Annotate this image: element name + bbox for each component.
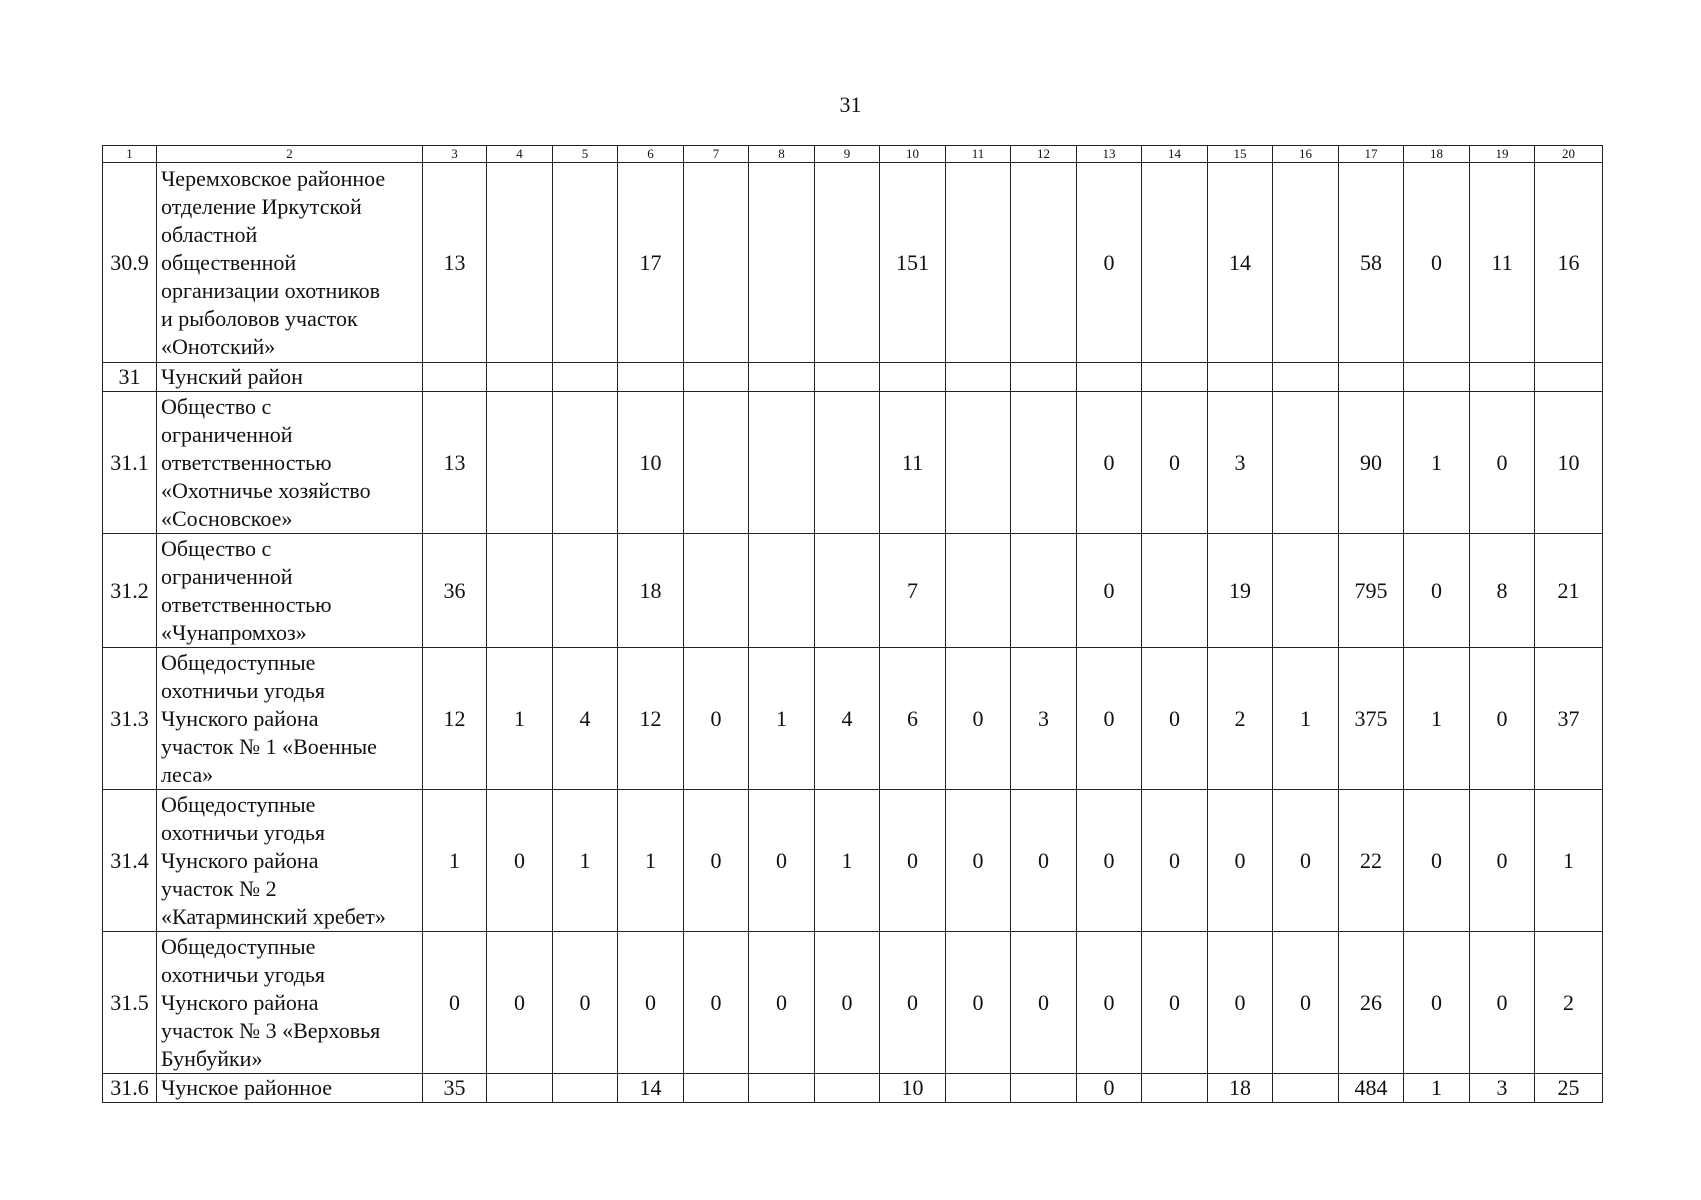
- value-cell: 12: [618, 648, 684, 790]
- value-cell: 0: [749, 790, 815, 932]
- column-header: 9: [815, 146, 880, 163]
- value-cell: [1404, 363, 1470, 392]
- value-cell: [1011, 534, 1077, 648]
- value-cell: 3: [1470, 1074, 1535, 1103]
- value-cell: 0: [1011, 932, 1077, 1074]
- value-cell: 25: [1535, 1074, 1603, 1103]
- value-cell: [423, 363, 487, 392]
- value-cell: 0: [880, 790, 946, 932]
- value-cell: [487, 392, 553, 534]
- row-number: 31.1: [103, 392, 157, 534]
- value-cell: 1: [1535, 790, 1603, 932]
- value-cell: 10: [880, 1074, 946, 1103]
- column-header: 12: [1011, 146, 1077, 163]
- value-cell: 1: [423, 790, 487, 932]
- value-cell: 0: [1273, 932, 1339, 1074]
- value-cell: [880, 363, 946, 392]
- value-cell: 0: [946, 790, 1011, 932]
- table-row: [103, 1074, 1603, 1103]
- column-header: 13: [1077, 146, 1142, 163]
- value-cell: 22: [1339, 790, 1404, 932]
- value-cell: [487, 534, 553, 648]
- value-cell: 0: [1273, 790, 1339, 932]
- value-cell: 0: [684, 790, 749, 932]
- value-cell: [815, 392, 880, 534]
- value-cell: 0: [1077, 534, 1142, 648]
- value-cell: [684, 1074, 749, 1103]
- value-cell: 151: [880, 163, 946, 363]
- value-cell: 0: [1077, 392, 1142, 534]
- value-cell: 0: [1404, 534, 1470, 648]
- value-cell: 484: [1339, 1074, 1404, 1103]
- column-header: 11: [946, 146, 1011, 163]
- value-cell: 3: [1011, 648, 1077, 790]
- row-number: 31: [103, 363, 157, 392]
- value-cell: 0: [1077, 1074, 1142, 1103]
- value-cell: 0: [553, 932, 618, 1074]
- value-cell: [1273, 363, 1339, 392]
- value-cell: [749, 392, 815, 534]
- value-cell: 0: [1011, 790, 1077, 932]
- value-cell: 8: [1470, 534, 1535, 648]
- value-cell: [618, 363, 684, 392]
- column-header: 4: [487, 146, 553, 163]
- row-number: 31.4: [103, 790, 157, 932]
- value-cell: 13: [423, 392, 487, 534]
- column-header: 15: [1208, 146, 1273, 163]
- column-header: 8: [749, 146, 815, 163]
- value-cell: [487, 1074, 553, 1103]
- column-header: 18: [1404, 146, 1470, 163]
- value-cell: 14: [1208, 163, 1273, 363]
- value-cell: 0: [1142, 392, 1208, 534]
- row-number: 31.6: [103, 1074, 157, 1103]
- table-row: [103, 363, 1603, 392]
- value-cell: 0: [749, 932, 815, 1074]
- table-row: [103, 534, 1603, 648]
- value-cell: [815, 1074, 880, 1103]
- value-cell: 1: [1404, 1074, 1470, 1103]
- value-cell: 10: [1535, 392, 1603, 534]
- value-cell: [553, 1074, 618, 1103]
- value-cell: 16: [1535, 163, 1603, 363]
- column-header: 7: [684, 146, 749, 163]
- column-header: 17: [1339, 146, 1404, 163]
- column-header: 6: [618, 146, 684, 163]
- value-cell: [946, 363, 1011, 392]
- value-cell: 0: [1142, 932, 1208, 1074]
- value-cell: 2: [1208, 648, 1273, 790]
- value-cell: [1011, 163, 1077, 363]
- row-name: Чунское районное: [157, 1074, 423, 1103]
- value-cell: 0: [1077, 648, 1142, 790]
- value-cell: [684, 163, 749, 363]
- value-cell: [1011, 392, 1077, 534]
- column-header: 19: [1470, 146, 1535, 163]
- value-cell: 0: [946, 932, 1011, 1074]
- value-cell: [749, 363, 815, 392]
- value-cell: 0: [487, 790, 553, 932]
- value-cell: [1273, 534, 1339, 648]
- column-header-row: [103, 146, 1603, 163]
- value-cell: 0: [684, 932, 749, 1074]
- row-name: Чунский район: [157, 363, 423, 392]
- value-cell: 0: [1077, 790, 1142, 932]
- data-table: [102, 145, 1603, 1103]
- value-cell: [553, 392, 618, 534]
- value-cell: 1: [749, 648, 815, 790]
- value-cell: [749, 1074, 815, 1103]
- row-number: 31.2: [103, 534, 157, 648]
- value-cell: 3: [1208, 392, 1273, 534]
- row-number: 30.9: [103, 163, 157, 363]
- value-cell: [553, 363, 618, 392]
- row-name: Черемховское районное отделение Иркутской областной общественной организации охотников и рыболовов участок «Онотский»: [157, 163, 423, 363]
- value-cell: [815, 363, 880, 392]
- row-name: Общество с ограниченной ответственностью «Охотничье хозяйство «Сосновское»: [157, 392, 423, 534]
- value-cell: [1011, 363, 1077, 392]
- value-cell: [1142, 163, 1208, 363]
- value-cell: [553, 534, 618, 648]
- value-cell: [815, 163, 880, 363]
- value-cell: 90: [1339, 392, 1404, 534]
- column-header: 1: [103, 146, 157, 163]
- value-cell: [1077, 363, 1142, 392]
- value-cell: 1: [487, 648, 553, 790]
- value-cell: [749, 534, 815, 648]
- value-cell: 6: [880, 648, 946, 790]
- value-cell: [684, 534, 749, 648]
- value-cell: 0: [1470, 790, 1535, 932]
- value-cell: 1: [1273, 648, 1339, 790]
- value-cell: 0: [1470, 932, 1535, 1074]
- value-cell: 11: [1470, 163, 1535, 363]
- value-cell: 37: [1535, 648, 1603, 790]
- column-header: 2: [157, 146, 423, 163]
- value-cell: 0: [1142, 790, 1208, 932]
- value-cell: 26: [1339, 932, 1404, 1074]
- value-cell: [487, 163, 553, 363]
- value-cell: 2: [1535, 932, 1603, 1074]
- row-name: Общедоступные охотничьи угодья Чунского района участок № 3 «Верховья Бунбуйки»: [157, 932, 423, 1074]
- value-cell: 19: [1208, 534, 1273, 648]
- column-header: 14: [1142, 146, 1208, 163]
- value-cell: [1535, 363, 1603, 392]
- value-cell: 0: [1208, 790, 1273, 932]
- value-cell: 0: [1404, 932, 1470, 1074]
- value-cell: [684, 392, 749, 534]
- value-cell: 1: [1404, 648, 1470, 790]
- value-cell: 0: [1404, 790, 1470, 932]
- value-cell: [946, 534, 1011, 648]
- value-cell: [749, 163, 815, 363]
- page-number: 31: [839, 92, 862, 117]
- value-cell: 0: [487, 932, 553, 1074]
- value-cell: [684, 363, 749, 392]
- value-cell: 11: [880, 392, 946, 534]
- value-cell: 0: [946, 648, 1011, 790]
- value-cell: [1142, 1074, 1208, 1103]
- value-cell: 0: [880, 932, 946, 1074]
- value-cell: 0: [423, 932, 487, 1074]
- value-cell: 375: [1339, 648, 1404, 790]
- value-cell: 795: [1339, 534, 1404, 648]
- column-header: 10: [880, 146, 946, 163]
- value-cell: [553, 163, 618, 363]
- value-cell: 0: [684, 648, 749, 790]
- value-cell: 13: [423, 163, 487, 363]
- column-header: 20: [1535, 146, 1603, 163]
- value-cell: 7: [880, 534, 946, 648]
- value-cell: 0: [1470, 392, 1535, 534]
- value-cell: 4: [553, 648, 618, 790]
- value-cell: [1470, 363, 1535, 392]
- row-number: 31.3: [103, 648, 157, 790]
- value-cell: [946, 392, 1011, 534]
- value-cell: 0: [1404, 163, 1470, 363]
- column-header: 3: [423, 146, 487, 163]
- value-cell: 0: [1470, 648, 1535, 790]
- value-cell: 0: [618, 932, 684, 1074]
- value-cell: [1142, 534, 1208, 648]
- value-cell: 21: [1535, 534, 1603, 648]
- value-cell: 35: [423, 1074, 487, 1103]
- row-name: Общество с ограниченной ответственностью «Чунапромхоз»: [157, 534, 423, 648]
- row-number: 31.5: [103, 932, 157, 1074]
- value-cell: 0: [815, 932, 880, 1074]
- value-cell: 0: [1142, 648, 1208, 790]
- value-cell: 12: [423, 648, 487, 790]
- value-cell: 1: [553, 790, 618, 932]
- value-cell: 18: [1208, 1074, 1273, 1103]
- value-cell: [1273, 392, 1339, 534]
- row-name: Общедоступные охотничьи угодья Чунского района участок № 2 «Катарминский хребет»: [157, 790, 423, 932]
- value-cell: 0: [1077, 163, 1142, 363]
- value-cell: [1339, 363, 1404, 392]
- value-cell: 1: [815, 790, 880, 932]
- value-cell: 0: [1208, 932, 1273, 1074]
- value-cell: [1142, 363, 1208, 392]
- value-cell: [1273, 163, 1339, 363]
- value-cell: 1: [1404, 392, 1470, 534]
- table-row: [103, 392, 1603, 534]
- table-row: [103, 932, 1603, 1074]
- column-header: 5: [553, 146, 618, 163]
- value-cell: [946, 1074, 1011, 1103]
- column-header: 16: [1273, 146, 1339, 163]
- value-cell: [1208, 363, 1273, 392]
- value-cell: 14: [618, 1074, 684, 1103]
- value-cell: 0: [1077, 932, 1142, 1074]
- value-cell: 36: [423, 534, 487, 648]
- table-row: [103, 163, 1603, 363]
- value-cell: [1011, 1074, 1077, 1103]
- value-cell: [815, 534, 880, 648]
- value-cell: 1: [618, 790, 684, 932]
- value-cell: [1273, 1074, 1339, 1103]
- value-cell: [487, 363, 553, 392]
- value-cell: 18: [618, 534, 684, 648]
- value-cell: 4: [815, 648, 880, 790]
- value-cell: [946, 163, 1011, 363]
- value-cell: 58: [1339, 163, 1404, 363]
- row-name: Общедоступные охотничьи угодья Чунского района участок № 1 «Военные леса»: [157, 648, 423, 790]
- value-cell: 10: [618, 392, 684, 534]
- table-row: [103, 648, 1603, 790]
- value-cell: 17: [618, 163, 684, 363]
- table-row: [103, 790, 1603, 932]
